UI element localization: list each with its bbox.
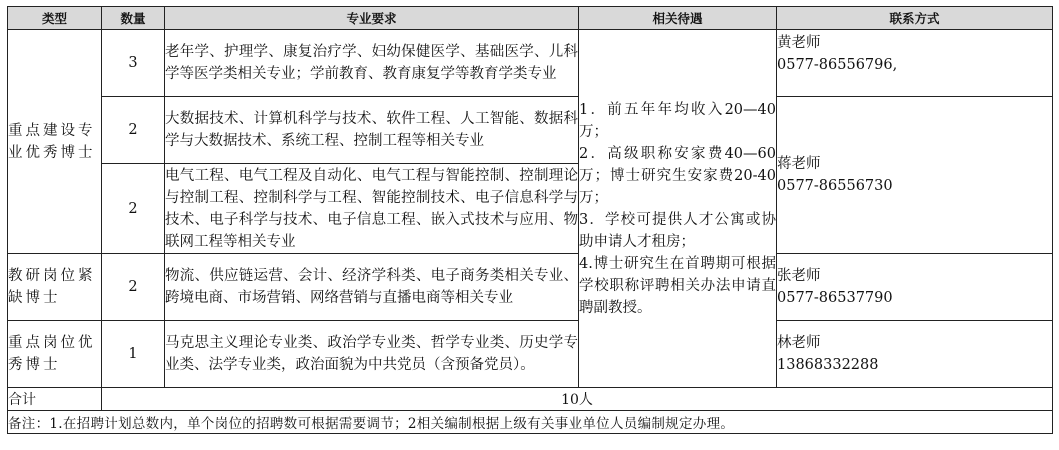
type-cell: 重点岗位优秀博士 bbox=[8, 321, 102, 388]
benefit-item: 2．高级职称安家费40—60万；博士研究生安家费20-40万； bbox=[579, 145, 776, 206]
header-contact: 联系方式 bbox=[777, 7, 1053, 30]
table-row bbox=[8, 321, 1053, 388]
requirements-cell: 马克思主义理论专业类、政治学专业类、哲学专业类、历史学专业类、法学专业类，政治面貌为中共党员（含预备党员）。 bbox=[165, 321, 579, 388]
contact-name: 张老师 bbox=[777, 268, 821, 284]
contact-name: 黄老师 bbox=[777, 35, 821, 51]
count-cell: 2 bbox=[102, 97, 165, 164]
benefit-item: 4.博士研究生在首聘期可根据学校职称评聘相关办法申请直聘副教授。 bbox=[579, 255, 776, 316]
note-row bbox=[8, 411, 1053, 434]
benefit-item: 1．前五年年均收入20—40万； bbox=[579, 101, 776, 140]
type-cell: 重点建设专业优秀博士 bbox=[8, 30, 102, 254]
cropped-text-fragment bbox=[8, 440, 1048, 450]
requirements-cell: 物流、供应链运营、会计、经济学科类、电子商务类相关专业、跨境电商、市场营销、网络营销与直播电商等相关专业 bbox=[165, 254, 579, 321]
type-cell: 教研岗位紧缺博士 bbox=[8, 254, 102, 321]
header-requirements: 专业要求 bbox=[165, 7, 579, 30]
header-count: 数量 bbox=[102, 7, 165, 30]
table-row bbox=[8, 254, 1053, 321]
contact-phone: 0577-86556796, bbox=[777, 57, 898, 73]
count-cell: 2 bbox=[102, 164, 165, 254]
benefit-item: 3．学校可提供人才公寓或协助申请人才租房； bbox=[579, 211, 776, 250]
header-row bbox=[8, 7, 1053, 30]
total-label: 合计 bbox=[8, 388, 102, 411]
contact-phone: 13868332288 bbox=[777, 357, 879, 373]
table-row bbox=[8, 30, 1053, 97]
contact-phone: 0577-86556730 bbox=[777, 178, 893, 194]
contact-cell bbox=[777, 254, 1053, 321]
note-text: 备注：1.在招聘计划总数内，单个岗位的招聘数可根据需要调节；2相关编制根据上级有关事业单位人员编制规定办理。 bbox=[8, 411, 1053, 434]
contact-phone: 0577-86537790 bbox=[777, 290, 893, 306]
contact-name: 林老师 bbox=[777, 335, 821, 351]
requirements-cell: 老年学、护理学、康复治疗学、妇幼保健医学、基础医学、儿科学等医学类相关专业；学前教育、教育康复学等教育学类专业 bbox=[165, 30, 579, 97]
total-value: 10人 bbox=[102, 388, 1053, 411]
requirements-cell: 大数据技术、计算机科学与技术、软件工程、人工智能、数据科学与大数据技术、系统工程、控制工程等相关专业 bbox=[165, 97, 579, 164]
total-row bbox=[8, 388, 1053, 411]
contact-name: 蒋老师 bbox=[777, 156, 821, 172]
benefits-cell bbox=[579, 30, 777, 388]
contact-cell bbox=[777, 321, 1053, 388]
recruitment-table bbox=[7, 6, 1053, 434]
count-cell: 1 bbox=[102, 321, 165, 388]
table-row bbox=[8, 97, 1053, 164]
requirements-cell: 电气工程、电气工程及自动化、电气工程与智能控制、控制理论与控制工程、控制科学与工程、智能控制技术、电子信息科学与技术、电子科学与技术、电子信息工程、嵌入式技术与应用、物联网工程等相关专业 bbox=[165, 164, 579, 254]
contact-cell bbox=[777, 30, 1053, 97]
header-type: 类型 bbox=[8, 7, 102, 30]
header-benefits: 相关待遇 bbox=[579, 7, 777, 30]
contact-cell bbox=[777, 97, 1053, 254]
count-cell: 2 bbox=[102, 254, 165, 321]
count-cell: 3 bbox=[102, 30, 165, 97]
